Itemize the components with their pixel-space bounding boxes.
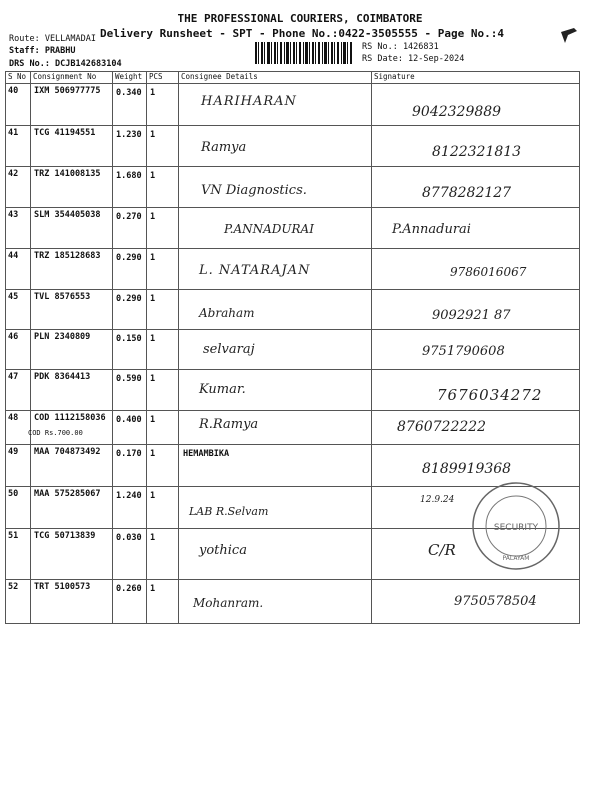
row-sno: 43 — [6, 208, 31, 249]
signature-handwriting: 8778282127 — [422, 185, 512, 201]
row-consignment: TCG 50713839 — [31, 529, 113, 580]
row-weight: 1.240 — [113, 487, 147, 529]
row-consignment: TCG 41194551 — [31, 126, 113, 167]
signature-handwriting: 8760722222 — [397, 419, 487, 435]
table-header-row — [6, 72, 580, 84]
row-consignee — [179, 208, 372, 249]
col-sno: S No — [6, 72, 31, 84]
row-consignee — [179, 529, 372, 580]
row-pcs: 1 — [147, 290, 179, 330]
row-weight: 0.270 — [113, 208, 147, 249]
col-consignment: Consignment No — [31, 72, 113, 84]
security-stamp-icon — [470, 480, 562, 572]
row-signature — [372, 580, 580, 624]
table-row — [6, 411, 580, 445]
row-pcs: 1 — [147, 370, 179, 411]
row-consignment: MAA 704873492 — [31, 445, 113, 487]
signature-handwriting: 9786016067 — [450, 265, 527, 279]
row-signature — [372, 208, 580, 249]
table-row — [6, 330, 580, 370]
signature-handwriting: 8189919368 — [422, 461, 512, 477]
col-signature: Signature — [372, 72, 580, 84]
row-weight: 0.590 — [113, 370, 147, 411]
stamp-center-text: SECURITY — [493, 523, 539, 533]
table-row — [6, 249, 580, 290]
signature-handwriting: 9750578504 — [454, 594, 537, 609]
signature-handwriting: 9751790608 — [422, 344, 505, 359]
row-weight: 1.230 — [113, 126, 147, 167]
row-consignment: TVL 8576553 — [31, 290, 113, 330]
row-sno: 41 — [6, 126, 31, 167]
signature-handwriting: P.Annadurai — [392, 222, 471, 237]
consignee-name: HEMAMBIKA — [183, 449, 230, 459]
row-sno: 47 — [6, 370, 31, 411]
row-pcs: 1 — [147, 167, 179, 208]
row-consignment: PLN 2340809 — [31, 330, 113, 370]
consignee-handwriting: VN Diagnostics. — [201, 183, 307, 198]
row-consignee — [179, 411, 372, 445]
rs-number: RS No.: 1426831 — [362, 42, 439, 52]
row-weight: 0.170 — [113, 445, 147, 487]
row-consignment — [28, 411, 113, 445]
consignee-handwriting: LAB R.Selvam — [189, 505, 269, 518]
row-weight: 0.150 — [113, 330, 147, 370]
col-weight: Weight — [113, 72, 147, 84]
row-pcs: 1 — [147, 580, 179, 624]
consignee-handwriting: HARIHARAN — [201, 94, 297, 109]
consignee-handwriting: Ramya — [201, 140, 247, 155]
row-sno: 52 — [6, 580, 31, 624]
drs-number: DRS No.: DCJB142683104 — [9, 59, 122, 69]
table-row — [6, 126, 580, 167]
table-row — [6, 84, 580, 126]
row-signature — [372, 330, 580, 370]
row-signature — [372, 84, 580, 126]
row-signature — [372, 370, 580, 411]
row-consignee — [179, 580, 372, 624]
company-title: THE PROFESSIONAL COURIERS, COIMBATORE — [177, 12, 423, 25]
row-weight: 0.290 — [113, 290, 147, 330]
row-pcs: 1 — [147, 126, 179, 167]
signature-handwriting: 7676034272 — [437, 386, 543, 404]
consignee-handwriting: R.Ramya — [199, 417, 259, 432]
row-pcs: 1 — [147, 411, 179, 445]
row-pcs: 1 — [147, 529, 179, 580]
table-row — [6, 290, 580, 330]
row-consignment: SLM 354405038 — [31, 208, 113, 249]
row-sno: 44 — [6, 249, 31, 290]
consignee-handwriting: selvaraj — [203, 342, 255, 357]
row-sno: 48 — [6, 411, 31, 445]
row-consignee — [179, 445, 372, 487]
row-sno: 40 — [6, 84, 31, 126]
signature-handwriting: 8122321813 — [432, 144, 522, 160]
row-consignment: IXM 506977775 — [31, 84, 113, 126]
row-weight: 0.260 — [113, 580, 147, 624]
runsheet-title: Delivery Runsheet - SPT - Phone No.:0422-3505555 - Page No.:4 — [100, 27, 504, 40]
route-label: Route: VELLAMADAI — [9, 34, 96, 44]
row-consignee — [179, 167, 372, 208]
row-weight: 0.400 — [113, 411, 147, 445]
table-row — [6, 167, 580, 208]
consignee-handwriting: Abraham — [199, 306, 255, 320]
row-signature — [372, 249, 580, 290]
row-sno: 46 — [6, 330, 31, 370]
row-signature — [372, 167, 580, 208]
row-sno: 49 — [6, 445, 31, 487]
consignee-handwriting: Mohanram. — [193, 596, 264, 610]
row-consignment: TRT 5100573 — [31, 580, 113, 624]
row-sno: 45 — [6, 290, 31, 330]
row-consignment: MAA 575285067 — [31, 487, 113, 529]
row-pcs: 1 — [147, 249, 179, 290]
row-pcs: 1 — [147, 208, 179, 249]
row-signature — [372, 126, 580, 167]
row-pcs: 1 — [147, 445, 179, 487]
row-consignee — [179, 290, 372, 330]
row-consignment: TRZ 185128683 — [31, 249, 113, 290]
row-sno: 50 — [6, 487, 31, 529]
row-weight: 0.290 — [113, 249, 147, 290]
row-weight: 0.030 — [113, 529, 147, 580]
row-signature — [372, 411, 580, 445]
col-consignee: Consignee Details — [179, 72, 372, 84]
row-pcs: 1 — [147, 84, 179, 126]
staff-label: Staff: PRABHU — [9, 46, 76, 56]
table-row — [6, 580, 580, 624]
row-consignee — [179, 370, 372, 411]
row-consignee — [179, 330, 372, 370]
consignee-handwriting: yothica — [199, 543, 247, 558]
consignee-handwriting: P.ANNADURAI — [224, 222, 314, 236]
col-pcs: PCS — [147, 72, 179, 84]
signature-handwriting: 9092921 87 — [432, 308, 511, 323]
signature-handwriting: C/R — [428, 541, 456, 559]
row-consignee — [179, 84, 372, 126]
row-weight: 0.340 — [113, 84, 147, 126]
row-sno: 51 — [6, 529, 31, 580]
table-row — [6, 370, 580, 411]
consignee-handwriting: Kumar. — [199, 382, 246, 397]
stamp-bottom-text: PALAYAM — [502, 555, 530, 562]
barcode-icon — [255, 42, 353, 64]
row-consignee — [179, 249, 372, 290]
row-consignment: TRZ 141008135 — [31, 167, 113, 208]
table-row — [6, 208, 580, 249]
signature-handwriting: 9042329889 — [412, 104, 502, 120]
rs-date: RS Date: 12-Sep-2024 — [362, 54, 465, 64]
consignee-handwriting: L. NATARAJAN — [199, 263, 311, 278]
row-sno: 42 — [6, 167, 31, 208]
row-pcs: 1 — [147, 330, 179, 370]
row-weight: 1.680 — [113, 167, 147, 208]
signature-handwriting: 12.9.24 — [420, 495, 455, 505]
folded-corner-icon — [560, 26, 578, 44]
row-signature — [372, 290, 580, 330]
cod-amount: COD Rs.700.00 — [28, 429, 83, 437]
row-pcs: 1 — [147, 487, 179, 529]
row-consignee — [179, 487, 372, 529]
row-consignment: PDK 8364413 — [31, 370, 113, 411]
consignment-number: COD 1112158036 — [34, 413, 106, 423]
row-consignee — [179, 126, 372, 167]
